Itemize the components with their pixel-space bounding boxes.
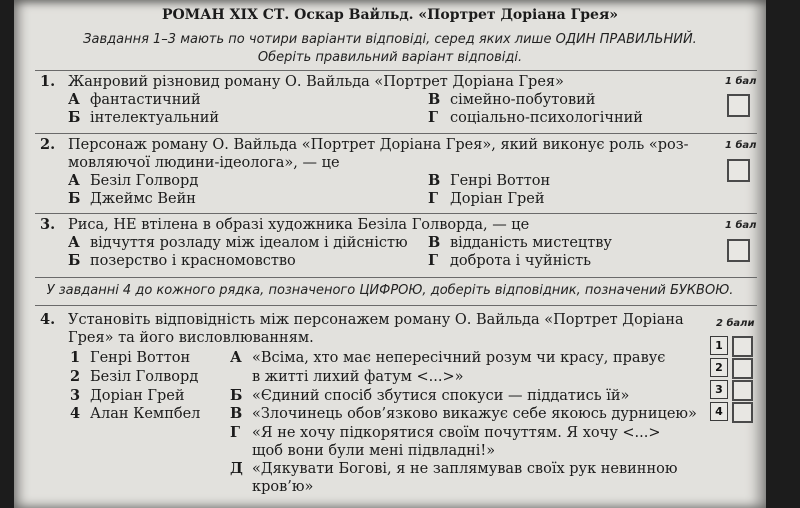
- divider: [35, 305, 757, 306]
- option-letter: Г: [428, 109, 439, 126]
- character-number: 4: [70, 405, 81, 422]
- question-number: 3.: [40, 216, 56, 233]
- quote-text: кров’ю»: [252, 479, 314, 495]
- option-text: фантастичний: [90, 92, 201, 108]
- quote-letter: Б: [230, 387, 243, 404]
- option-text: соціально-психологічний: [450, 110, 643, 126]
- quote-text: «Дякувати Богові, я не заплямував своїх рук невинною: [252, 461, 678, 477]
- points-label: 1 бал: [725, 76, 757, 87]
- answer-box: [727, 94, 750, 117]
- answer-box: [727, 159, 750, 182]
- grid-answer-cell: [732, 380, 753, 401]
- character-name: Алан Кемпбел: [90, 406, 201, 422]
- page-title: РОМАН XIX СТ. Оскар Вайльд. «Портрет Доріана Грея»: [161, 7, 619, 23]
- quote-text: в житті лихий фатум <...>»: [252, 369, 464, 385]
- quote-text: «Всіма, хто має непересічний розум чи красу, правує: [252, 350, 666, 366]
- grid-answer-cell: [732, 402, 753, 423]
- grid-answer-cell: [732, 358, 753, 379]
- option-letter: Б: [68, 109, 81, 126]
- points-label: 1 бал: [725, 220, 757, 231]
- quote-text: щоб вони були мені підвладні!»: [252, 443, 496, 459]
- option-text: інтелектуальний: [90, 110, 220, 126]
- grid-row-label: 1: [710, 336, 728, 355]
- option-letter: А: [68, 234, 80, 251]
- question-number: 2.: [40, 136, 56, 153]
- option-letter: А: [68, 172, 80, 189]
- points-label: 2 бали: [716, 318, 755, 329]
- question-text: Грея» та його висловлюванням.: [68, 330, 314, 346]
- option-text: сімейно-побутовий: [450, 92, 596, 108]
- instructions-tasks-1-3-line-2: Оберіть правильний варіант відповіді.: [257, 50, 523, 65]
- option-text: доброта і чуйність: [450, 253, 592, 269]
- option-text: відданість мистецтву: [450, 235, 612, 251]
- option-letter: В: [428, 234, 441, 251]
- quote-text: «Єдиний спосіб збутися спокуси — піддатись їй»: [252, 388, 630, 404]
- option-letter: Б: [68, 252, 81, 269]
- option-text: Безіл Голворд: [90, 173, 199, 189]
- question-text: Риса, НЕ втілена в образі художника Безіла Голворда, — це: [68, 217, 530, 233]
- question-text: Жанровий різновид роману О. Вайльда «Портрет Доріана Грея»: [68, 74, 564, 90]
- option-text: Генрі Воттон: [450, 173, 551, 189]
- divider: [35, 70, 757, 71]
- grid-row-label: 4: [710, 402, 728, 421]
- option-letter: А: [68, 91, 80, 108]
- instructions-tasks-1-3-line-1: Завдання 1–3 мають по чотири варіанти відповіді, серед яких лише ОДИН ПРАВИЛЬНИЙ.: [83, 32, 697, 47]
- character-number: 3: [70, 387, 81, 404]
- question-text: Установіть відповідність між персонажем роману О. Вайльда «Портрет Доріана: [68, 312, 684, 328]
- grid-row-label: 2: [710, 358, 728, 377]
- quote-letter: А: [230, 349, 242, 366]
- grid-row-label: 3: [710, 380, 728, 399]
- divider: [35, 213, 757, 214]
- character-number: 1: [70, 349, 81, 366]
- grid-answer-cell: [732, 336, 753, 357]
- quote-letter: Г: [230, 424, 241, 441]
- question-number: 4.: [40, 311, 56, 328]
- quote-letter: В: [230, 405, 243, 422]
- quote-letter: Д: [230, 460, 243, 477]
- character-name: Генрі Воттон: [90, 350, 191, 366]
- character-name: Доріан Грей: [90, 388, 185, 404]
- character-number: 2: [70, 368, 81, 385]
- question-number: 1.: [40, 73, 56, 90]
- divider: [35, 277, 757, 278]
- instructions-task-4: У завданні 4 до кожного рядка, позначеного ЦИФРОЮ, доберіть відповідник, позначений БУКВОЮ.: [46, 283, 734, 298]
- quote-text: «Я не хочу підкорятися своїм почуттям. Я хочу <...>: [252, 425, 661, 441]
- test-page: [14, 0, 766, 508]
- option-letter: В: [428, 172, 441, 189]
- option-letter: Г: [428, 252, 439, 269]
- question-text: мовляючої людини-ідеолога», — це: [68, 155, 340, 171]
- answer-box: [727, 239, 750, 262]
- quote-text: «Злочинець обов’язково викажує себе якоюсь дурницею»: [252, 406, 697, 422]
- option-letter: Б: [68, 190, 81, 207]
- question-text: Персонаж роману О. Вайльда «Портрет Доріана Грея», який виконує роль «роз-: [68, 137, 689, 153]
- divider: [35, 133, 757, 134]
- option-letter: Г: [428, 190, 439, 207]
- option-letter: В: [428, 91, 441, 108]
- character-name: Безіл Голворд: [90, 369, 199, 385]
- option-text: позерство і красномовство: [90, 253, 296, 269]
- option-text: Джеймс Вейн: [90, 191, 196, 207]
- option-text: Доріан Грей: [450, 191, 545, 207]
- points-label: 1 бал: [725, 140, 757, 151]
- option-text: відчуття розладу між ідеалом і дійсністю: [90, 235, 408, 251]
